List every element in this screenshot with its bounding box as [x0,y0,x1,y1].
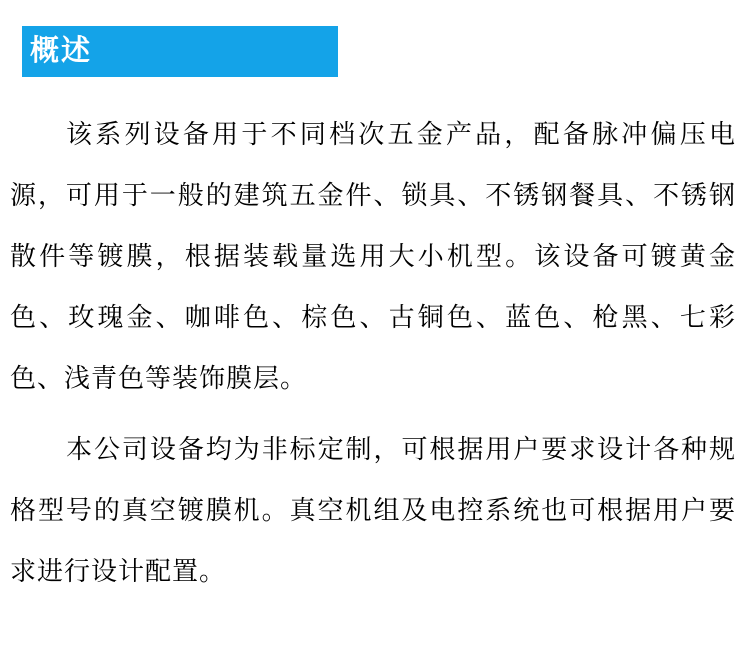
paragraph: 本公司设备均为非标定制，可根据用户要求设计各种规格型号的真空镀膜机。真空机组及电控系统也可根据用户要求进行设计配置。 [10,434,736,586]
paragraph: 该系列设备用于不同档次五金产品，配备脉冲偏压电源，可用于一般的建筑五金件、锁具、不锈钢餐具、不锈钢散件等镀膜，根据装载量选用大小机型。该设备可镀黄金色、玫瑰金、咖啡色、棕色、古铜色、蓝色、枪黑、七彩色、浅青色等装饰膜层。 [10,119,736,393]
section-heading-label: 概述 [30,35,93,67]
body-content [10,104,736,608]
